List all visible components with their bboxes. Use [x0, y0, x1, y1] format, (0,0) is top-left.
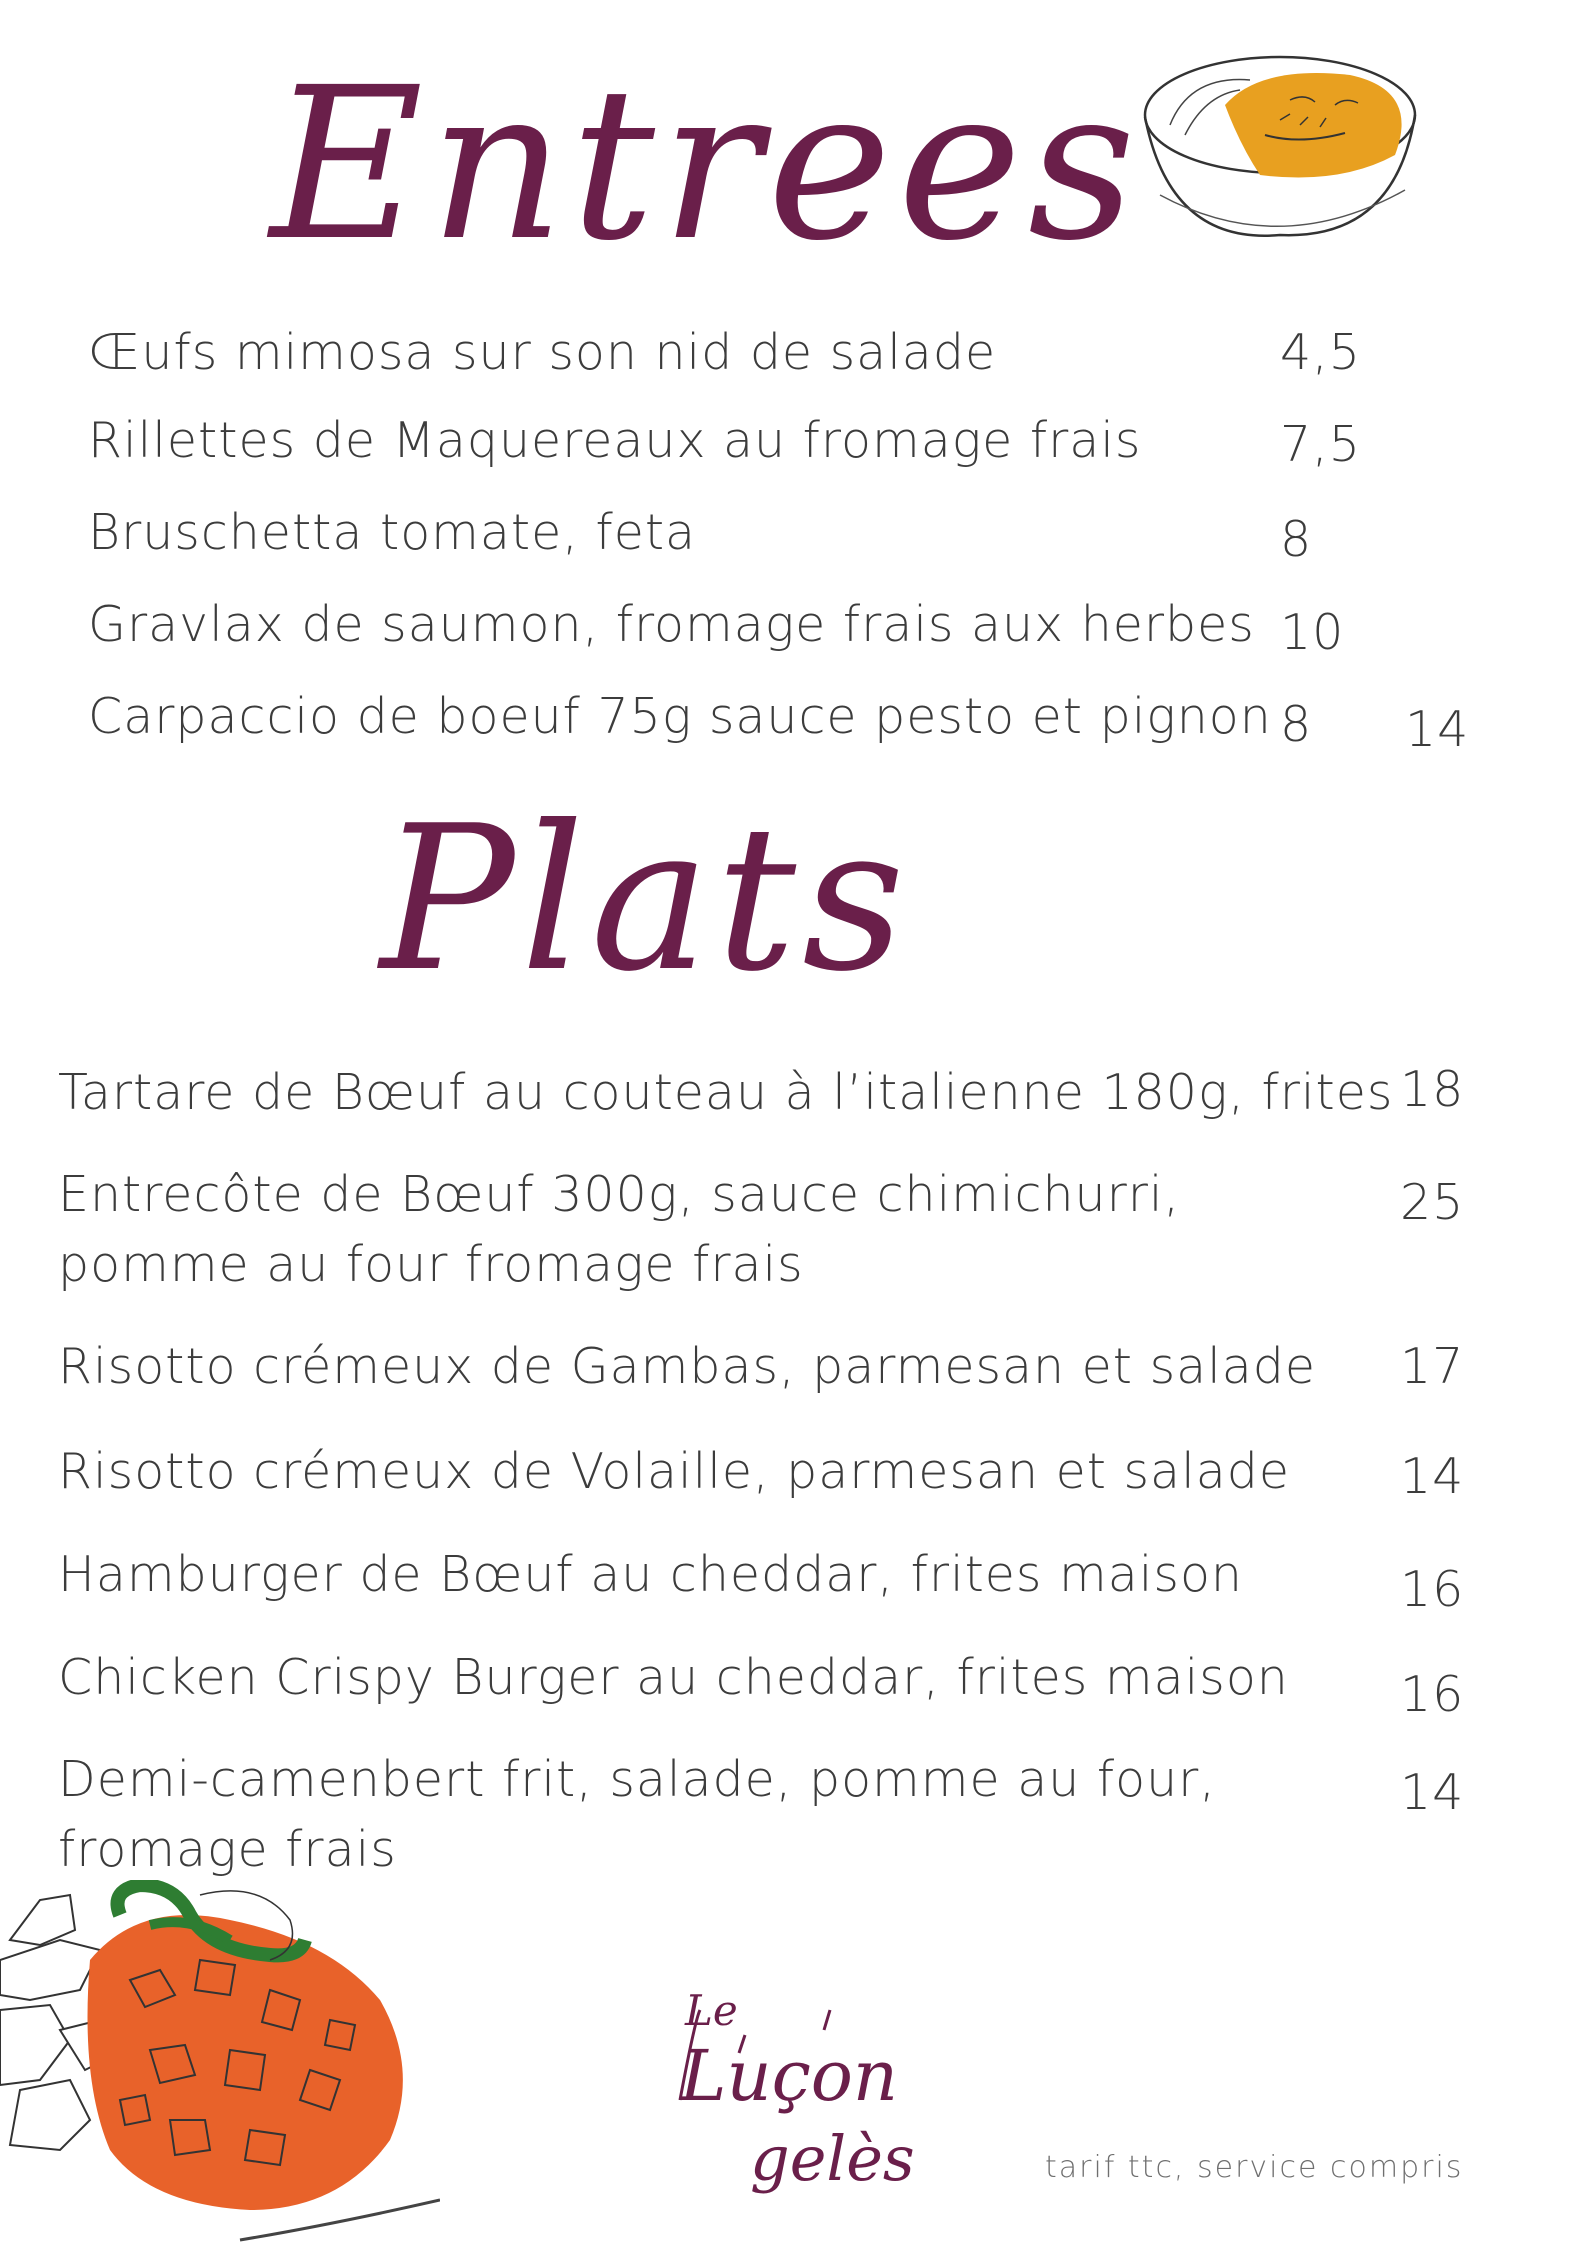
brand-logo-lucon: Luçon — [680, 2035, 898, 2117]
entree-item-name: Bruschetta tomate, feta — [88, 504, 697, 561]
entree-item-price-large: 14 — [1405, 701, 1470, 758]
entree-item-price: 7,5 — [1280, 416, 1361, 473]
plat-item-price: 16 — [1400, 1561, 1465, 1618]
brand-logo — [640, 1980, 940, 2220]
plat-item-price: 25 — [1400, 1174, 1465, 1231]
entree-item-name: Carpaccio de boeuf 75g sauce pesto et pignon — [88, 688, 1272, 745]
plat-item-name: Tartare de Bœuf au couteau à l’italienne 180g, frites — [58, 1064, 1394, 1121]
plat-item-name: Demi-camenbert frit, salade, pomme au four, fromage frais — [58, 1751, 1216, 1878]
entrees-section-title: Entrees — [270, 42, 1142, 287]
plats-section-title: Plats — [380, 783, 911, 1016]
plat-item-name: Chicken Crispy Burger au cheddar, frites maison — [58, 1649, 1289, 1706]
plat-item-price: 16 — [1400, 1666, 1465, 1723]
tartare-illustration — [0, 1880, 440, 2245]
brand-logo-geles: gelès — [750, 2122, 915, 2195]
plat-item-name: Risotto crémeux de Gambas, parmesan et salade — [58, 1338, 1317, 1395]
entree-item-name: Gravlax de saumon, fromage frais aux herbes — [88, 596, 1255, 653]
entree-item-price: 8 — [1280, 511, 1313, 568]
entree-item-name: Œufs mimosa sur son nid de salade — [88, 324, 997, 381]
plat-item-name: Entrecôte de Bœuf 300g, sauce chimichurri, pomme au four fromage frais — [58, 1166, 1181, 1293]
plat-item-name: Hamburger de Bœuf au cheddar, frites maison — [58, 1546, 1243, 1603]
plat-item-price: 18 — [1400, 1061, 1465, 1118]
brand-logo-le: Le — [685, 1986, 738, 2035]
entree-item-price: 10 — [1280, 604, 1345, 661]
soup-bowl-icon — [1130, 45, 1430, 245]
plat-item-price: 17 — [1400, 1338, 1465, 1395]
entree-item-name: Rillettes de Maquereaux au fromage frais — [88, 412, 1142, 469]
plat-item-name: Risotto crémeux de Volaille, parmesan et salade — [58, 1443, 1290, 1500]
entree-item-price: 4,5 — [1280, 324, 1361, 381]
plat-item-price: 14 — [1400, 1764, 1465, 1821]
entree-item-price: 8 — [1280, 696, 1313, 753]
footer-note: tarif ttc, service compris — [1045, 2150, 1464, 2185]
plat-item-price: 14 — [1400, 1448, 1465, 1505]
